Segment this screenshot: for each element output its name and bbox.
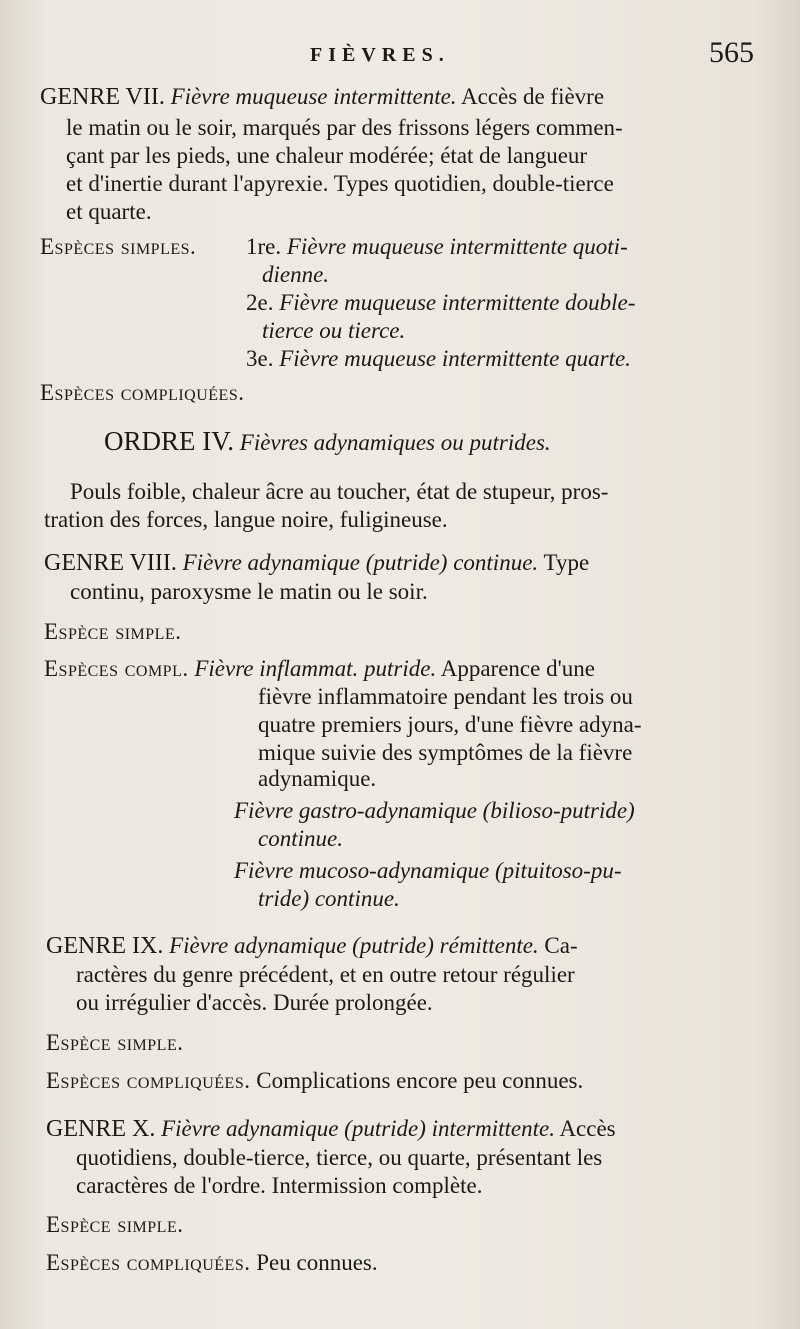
genre-vii-desc4: et d'inertie durant l'apyrexie. Types quotidien, double-tierce [66,171,614,196]
ordre-iv-name: Fièvres adynamiques ou putrides. [239,430,551,455]
genre-viii-desc2: continu, paroxysme le matin ou le soir. [70,579,428,604]
species-3-number: 3e. [246,346,274,371]
genre-ix-especes-compliquees-label: Espèces compliquées. [46,1068,251,1093]
genre-ix-desc3: ou irrégulier d'accès. Durée prolongée. [76,990,433,1015]
genre-vii-especes-simples-label: Espèces simples. [40,234,197,259]
genre-vii-especes-compliquees-label: Espèces compliquées. [40,380,245,405]
genre-vii-desc2: le matin ou le soir, marqués par des frissons légers commen- [66,115,623,140]
genre-vii-name: Fièvre muqueuse intermittente. [170,84,457,109]
species-3-name: Fièvre muqueuse intermittente quarte. [279,346,631,371]
genre-vii-desc3: çant par les pieds, une chaleur modérée; état de langueur [66,143,588,168]
ordre-iv-label: ORDRE IV. [104,426,235,456]
genre-x-especes-compliquees-label: Espèces compliquées. [46,1250,251,1275]
genre-ix-heading [46,933,578,960]
genre-x-desc3: caractères de l'ordre. Intermission complète. [76,1173,483,1198]
genre-viii-heading [44,550,589,577]
ordre-iv-desc2: tration des forces, langue noire, fuligineuse. [44,507,448,532]
genre-vii-species-2 [246,290,635,316]
compl-3-continuation: tride) continue. [258,886,400,911]
ordre-iv-heading [104,426,551,457]
genre-x-desc2: quotidiens, double-tierce, tierce, ou quarte, présentant les [76,1145,603,1170]
genre-vii-desc5: et quarte. [66,199,152,224]
genre-ix-espece-simple-label: Espèce simple. [46,1030,184,1055]
species-1-number: 1re. [246,234,282,259]
compl-1-desc-a: Apparence d'une [440,656,595,681]
genre-x-heading [46,1116,616,1143]
genre-viii-compl-1 [44,656,595,682]
species-1-name: Fièvre muqueuse intermittente quoti- [286,234,628,259]
compl-1-desc-b: fièvre inflammatoire pendant les trois ou [258,684,633,709]
compl-1-desc-d: mique suivie des symptômes de la fièvre [258,740,633,765]
genre-x-compliquees [46,1250,378,1276]
genre-vii-species-3 [246,346,631,372]
compl-1-desc-e: adynamique. [258,766,377,791]
genre-viii-name: Fièvre adynamique (putride) continue. [182,550,539,575]
genre-x-name: Fièvre adynamique (putride) intermittente. [161,1116,555,1141]
compl-1-name: Fièvre inflammat. putride. [194,656,437,681]
genre-ix-desc1: Ca- [544,933,578,958]
genre-viii-label: GENRE VIII. [44,550,177,576]
genre-viii-desc1: Type [543,550,590,575]
genre-x-especes-compliquees-text: Peu connues. [256,1250,378,1275]
genre-ix-name: Fièvre adynamique (putride) rémittente. [169,933,539,958]
genre-viii-espece-simple-label: Espèce simple. [44,619,182,644]
page-header [0,36,800,76]
compl-3-name: Fièvre mucoso-adynamique (pituitoso-pu- [234,858,622,883]
genre-ix-label: GENRE IX. [46,933,164,959]
genre-ix-desc2: ractères du genre précédent, et en outre retour régulier [76,962,575,987]
genre-vii-heading [40,84,604,111]
genre-vii-species-1 [246,234,628,260]
genre-vii-label: GENRE VII. [40,84,165,110]
species-2-name: Fièvre muqueuse intermittente double- [279,290,636,315]
running-title: FIÈVRES. [310,44,450,66]
genre-ix-especes-compliquees-text: Complications encore peu connues. [256,1068,584,1093]
compl-1-desc-c: quatre premiers jours, d'une fièvre adyna- [258,712,642,737]
genre-x-desc1: Accès [559,1116,616,1141]
species-2-number: 2e. [246,290,274,315]
genre-vii-desc1: Accès de fièvre [461,84,605,109]
page-number: 565 [709,36,754,69]
species-1-continuation: dienne. [262,262,330,287]
genre-x-espece-simple-label: Espèce simple. [46,1212,184,1237]
genre-x-label: GENRE X. [46,1116,156,1142]
ordre-iv-desc1: Pouls foible, chaleur âcre au toucher, état de stupeur, pros- [70,479,609,504]
genre-ix-compliquees [46,1068,583,1094]
genre-viii-especes-compl-label: Espèces compl. [44,656,189,681]
species-2-continuation: tierce ou tierce. [262,318,406,343]
compl-2-continuation: continue. [258,826,343,851]
compl-2-name: Fièvre gastro-adynamique (bilioso-putride) [234,798,635,823]
